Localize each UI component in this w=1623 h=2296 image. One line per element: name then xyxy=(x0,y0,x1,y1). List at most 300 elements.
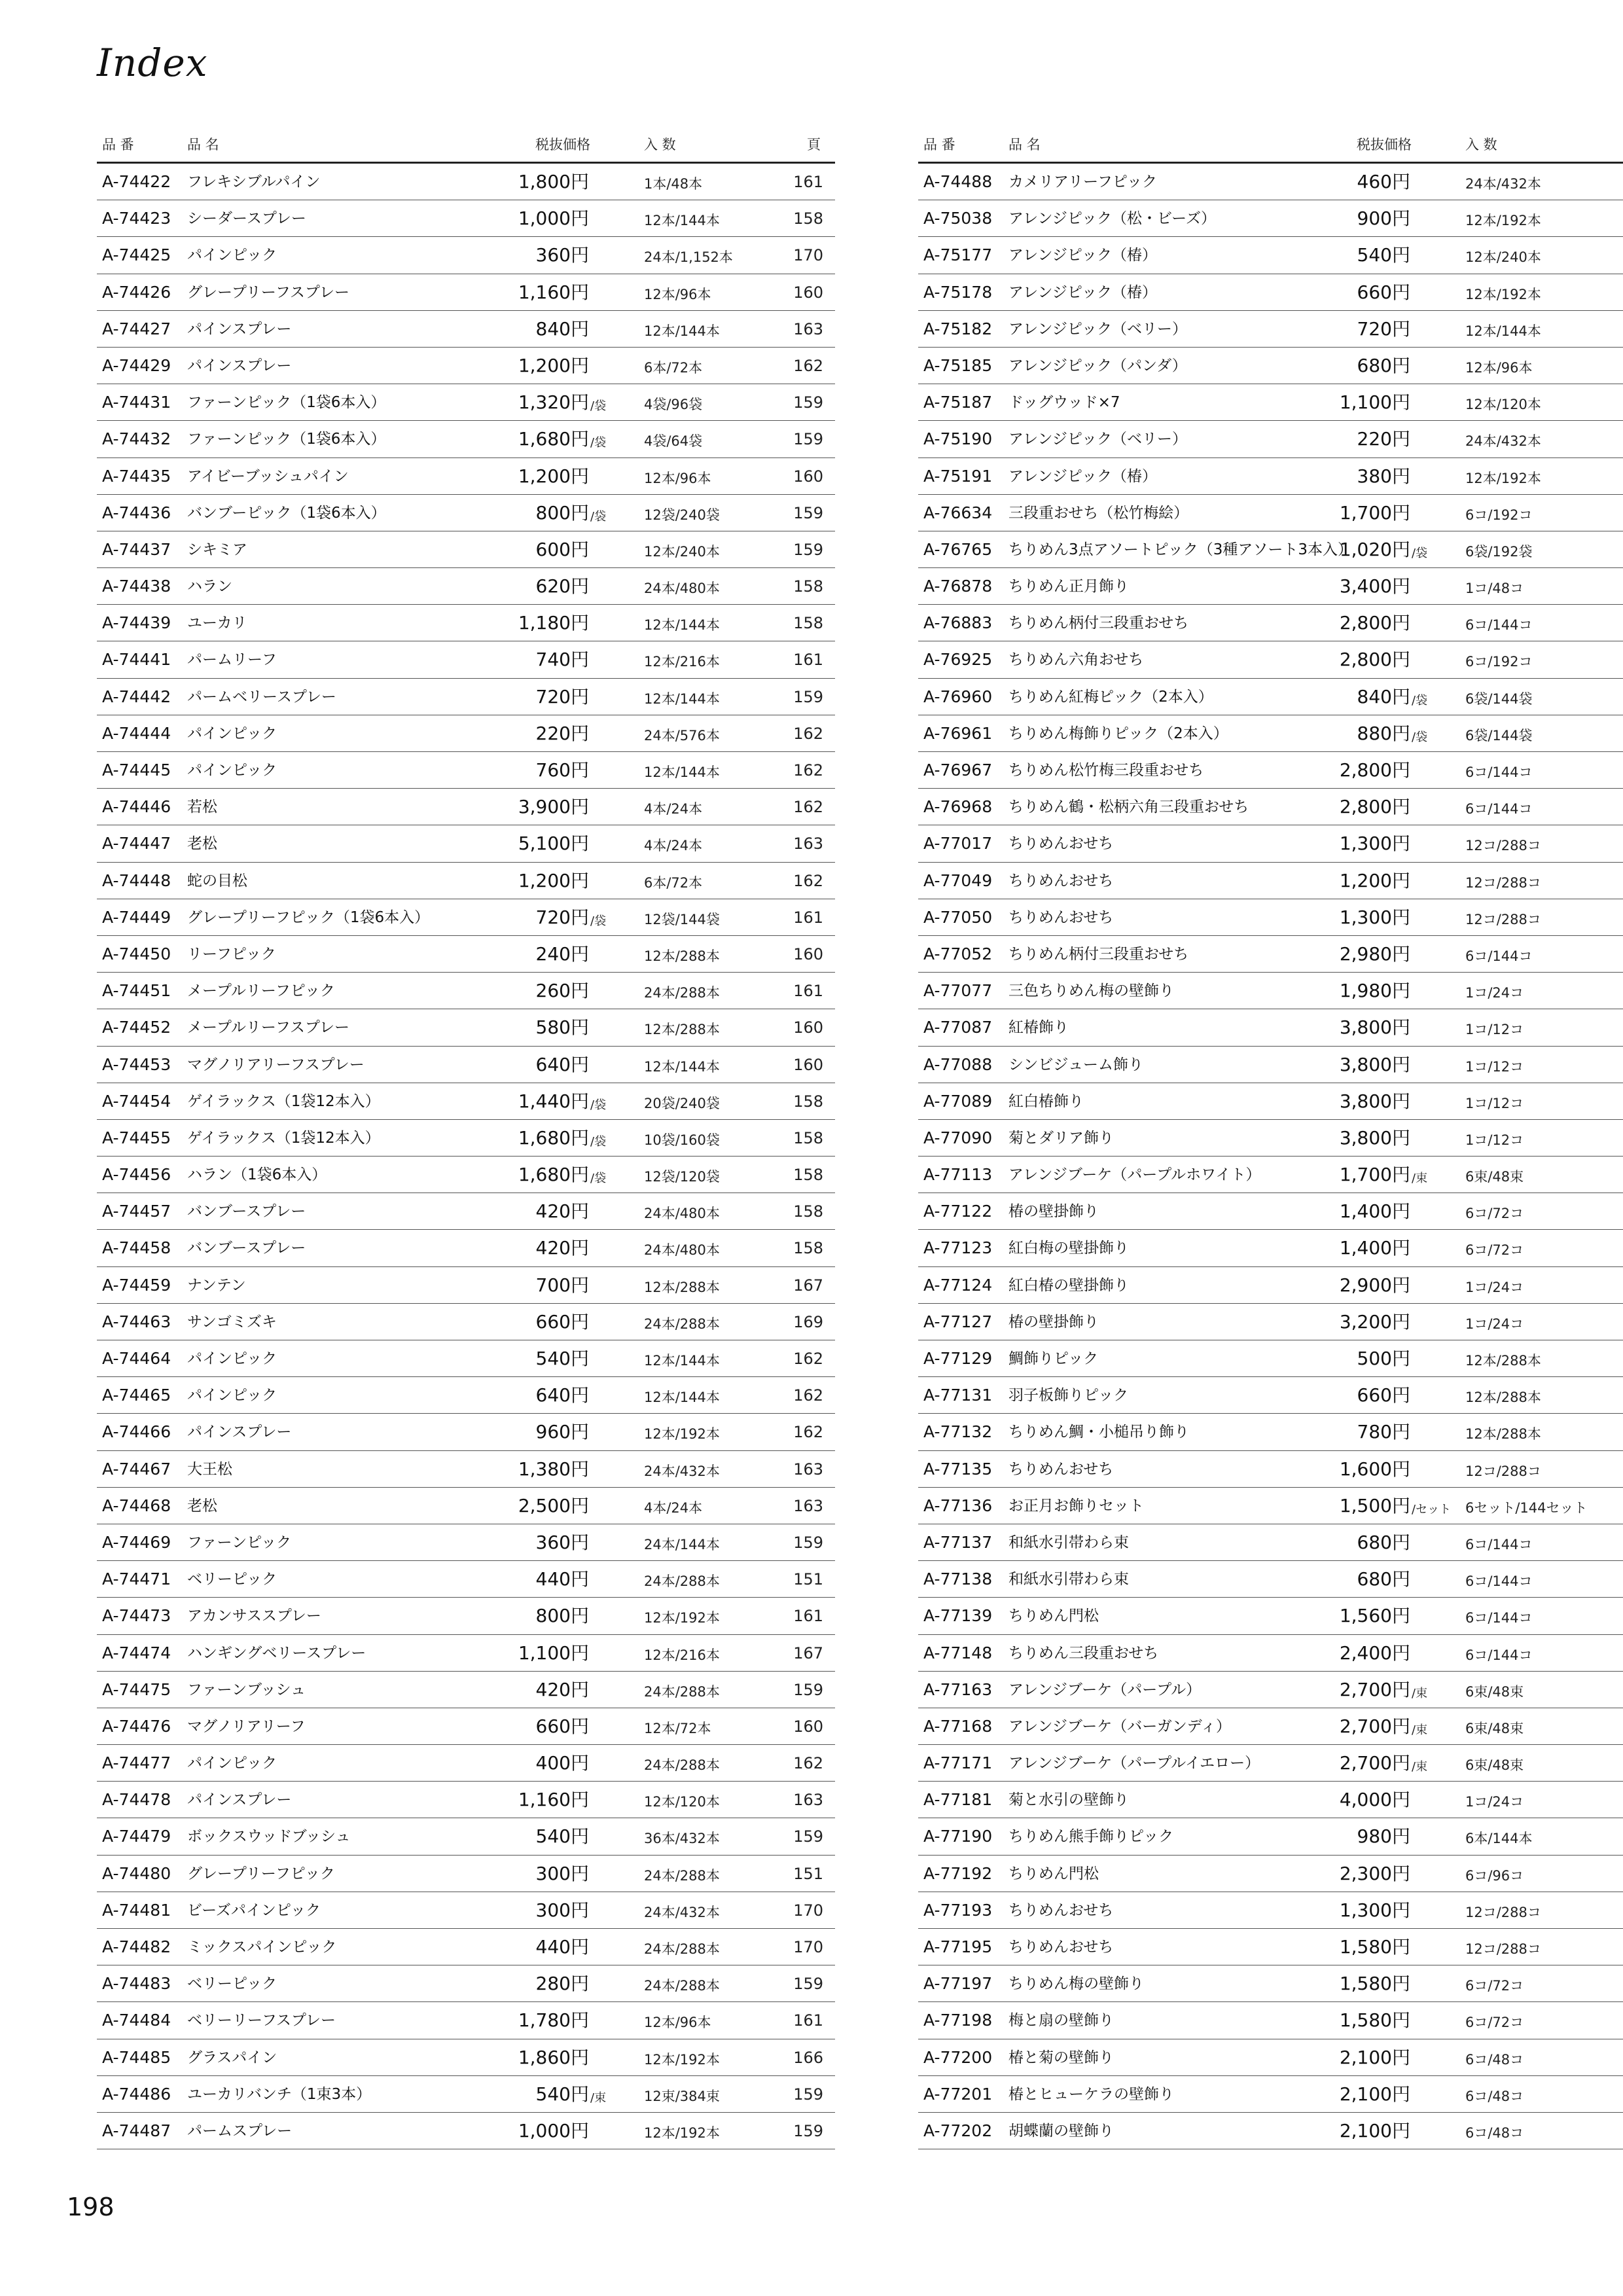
item-name: アレンジブーケ（パープルホワイト） xyxy=(1008,1166,1261,1184)
item-name: カメリアリーフピック xyxy=(1008,173,1158,190)
item-name: グラスパイン xyxy=(187,2049,277,2066)
header-name: 品 名 xyxy=(187,137,219,152)
item-price: 960円 xyxy=(535,1421,589,1443)
item-quantity: 12本/144本 xyxy=(644,1353,720,1369)
item-quantity: 24本/480本 xyxy=(644,1206,720,1222)
item-name: パインスプレー xyxy=(187,320,292,338)
item-quantity: 12本/144本 xyxy=(644,764,720,780)
item-name: アレンジピック（ベリー） xyxy=(1008,431,1188,448)
item-price: 2,700円 xyxy=(1339,1678,1410,1700)
item-quantity: 6コ/144コ xyxy=(1465,1610,1533,1626)
item-code: A-74432 xyxy=(102,429,171,449)
item-code: A-74476 xyxy=(102,1716,171,1736)
table-row xyxy=(918,164,1623,200)
item-page: 158 xyxy=(793,1128,823,1147)
item-name: 菊とダリア飾り xyxy=(1008,1129,1114,1147)
item-price: 1,200円 xyxy=(1339,869,1410,891)
item-quantity: 12本/192本 xyxy=(1465,470,1541,486)
item-name: ちりめん門松 xyxy=(1008,1865,1099,1882)
item-name: ファーンブッシュ xyxy=(187,1681,306,1698)
item-price: 1,100円 xyxy=(518,1641,589,1664)
table-row xyxy=(918,274,1623,311)
table-row xyxy=(97,679,835,715)
item-price: 1,680円 xyxy=(518,428,589,450)
item-name: 蛇の目松 xyxy=(187,872,247,889)
item-name: ナンテン xyxy=(187,1276,246,1294)
table-row xyxy=(97,495,835,531)
table-row xyxy=(97,1635,835,1672)
item-price: 1,580円 xyxy=(1339,1973,1410,1995)
table-row xyxy=(97,715,835,752)
item-price: 360円 xyxy=(535,1531,589,1553)
item-quantity: 24本/432本 xyxy=(644,1904,720,1920)
table-row xyxy=(97,458,835,495)
item-price: 2,700円 xyxy=(1339,1715,1410,1737)
item-quantity: 1コ/24コ xyxy=(1465,1279,1524,1295)
item-price: 1,560円 xyxy=(1339,1605,1410,1627)
item-page: 158 xyxy=(793,577,823,596)
item-page: 163 xyxy=(793,834,823,853)
item-code: A-75187 xyxy=(923,393,993,412)
item-quantity: 12本/288本 xyxy=(1465,1353,1541,1369)
item-page: 159 xyxy=(793,687,823,706)
item-code: A-77202 xyxy=(923,2121,993,2140)
item-name: アレンジブーケ（パープルイエロー） xyxy=(1008,1755,1260,1772)
item-quantity: 6コ/192コ xyxy=(1465,507,1533,523)
item-code: A-74463 xyxy=(102,1312,171,1331)
item-name: アレンジブーケ（バーガンディ） xyxy=(1008,1717,1231,1735)
table-row xyxy=(97,1965,835,2002)
item-code: A-74442 xyxy=(102,687,171,706)
table-row xyxy=(97,1157,835,1193)
item-page: 160 xyxy=(793,1018,823,1037)
item-code: A-74437 xyxy=(102,539,171,559)
item-name: 紅白椿飾り xyxy=(1008,1092,1084,1110)
item-code: A-77127 xyxy=(923,1312,993,1331)
item-name: 若松 xyxy=(187,798,217,816)
item-price: 1,980円 xyxy=(1339,980,1410,1002)
table-row xyxy=(918,2113,1623,2149)
item-quantity: 4袋/96袋 xyxy=(644,397,703,413)
item-price: 2,300円 xyxy=(1339,1862,1410,1884)
item-name: パインピック xyxy=(187,1755,277,1772)
item-page: 162 xyxy=(793,724,823,743)
item-price-unit: /袋 xyxy=(590,914,607,928)
item-page: 158 xyxy=(793,209,823,228)
item-quantity: 24本/288本 xyxy=(644,985,720,1001)
table-row xyxy=(97,1929,835,1965)
item-code: A-74479 xyxy=(102,1827,171,1846)
item-name: ハラン xyxy=(187,578,232,596)
item-code: A-77087 xyxy=(923,1018,993,1037)
item-code: A-74484 xyxy=(102,2011,171,2030)
table-row xyxy=(97,863,835,899)
item-price: 800円 xyxy=(535,501,589,524)
item-code: A-74456 xyxy=(102,1165,171,1185)
item-name: ちりめん門松 xyxy=(1008,1607,1099,1625)
item-price: 1,160円 xyxy=(518,1789,589,1811)
table-row xyxy=(97,1856,835,1892)
item-quantity: 24本/144本 xyxy=(644,1536,720,1552)
item-price: 1,200円 xyxy=(518,869,589,891)
item-name: ビーズパインピック xyxy=(187,1901,321,1919)
item-quantity: 12本/192本 xyxy=(644,2051,720,2068)
item-price: 3,400円 xyxy=(1339,575,1410,598)
item-name: ちりめん梅の壁飾り xyxy=(1008,1975,1144,1993)
item-code: A-77190 xyxy=(923,1827,993,1846)
item-code: A-77135 xyxy=(923,1459,993,1479)
item-quantity: 12束/384束 xyxy=(644,2088,720,2104)
item-quantity: 24本/432本 xyxy=(1465,176,1541,192)
table-row xyxy=(918,1157,1623,1193)
item-code: A-77113 xyxy=(923,1165,993,1185)
item-code: A-74469 xyxy=(102,1532,171,1552)
item-price: 460円 xyxy=(1357,171,1410,192)
item-quantity: 4本/24本 xyxy=(644,838,703,854)
item-quantity: 12本/192本 xyxy=(644,1610,720,1626)
item-page: 159 xyxy=(793,1680,823,1699)
item-price: 280円 xyxy=(535,1973,589,1995)
item-name: アレンジピック（松・ビーズ） xyxy=(1008,210,1216,228)
item-name: ちりめん三段重おせち xyxy=(1008,1644,1159,1662)
item-name: ユーカリ xyxy=(187,615,247,632)
table-row xyxy=(918,1230,1623,1266)
table-row xyxy=(918,1818,1623,1855)
item-code: A-77198 xyxy=(923,2011,993,2030)
table-row xyxy=(97,531,835,568)
item-price: 1,000円 xyxy=(518,2119,589,2142)
item-price: 1,400円 xyxy=(1339,1200,1410,1223)
item-page: 158 xyxy=(793,1239,823,1258)
item-quantity: 6本/144本 xyxy=(1465,1831,1533,1847)
item-quantity: 12本/96本 xyxy=(1465,359,1533,376)
table-row xyxy=(97,1304,835,1340)
item-code: A-74450 xyxy=(102,944,171,963)
item-price: 1,440円 xyxy=(518,1090,589,1112)
item-quantity: 12袋/144袋 xyxy=(644,911,720,927)
item-quantity: 6コ/144コ xyxy=(1465,1573,1533,1590)
item-quantity: 12本/144本 xyxy=(644,1058,720,1075)
item-page: 160 xyxy=(793,944,823,963)
item-code: A-77049 xyxy=(923,870,993,890)
item-code: A-74439 xyxy=(102,613,171,633)
item-name: バンブーピック（1袋6本入） xyxy=(187,504,386,522)
item-price: 3,200円 xyxy=(1339,1310,1410,1333)
table-row xyxy=(918,1414,1623,1450)
item-price-unit: /袋 xyxy=(590,509,607,524)
item-price: 360円 xyxy=(535,244,589,266)
table-row xyxy=(97,605,835,641)
item-price: 2,100円 xyxy=(1339,2119,1410,2142)
index-table-right xyxy=(918,128,1623,2149)
table-row xyxy=(97,1377,835,1414)
item-quantity: 24本/288本 xyxy=(644,1978,720,1994)
table-row xyxy=(97,421,835,457)
item-name: 鯛飾りピック xyxy=(1008,1350,1099,1367)
table-row xyxy=(918,1083,1623,1120)
item-quantity: 12本/144本 xyxy=(644,691,720,707)
item-price: 400円 xyxy=(535,1752,589,1774)
item-price: 1,780円 xyxy=(518,2009,589,2032)
item-quantity: 6本/72本 xyxy=(644,874,703,891)
item-name: パインピック xyxy=(187,1350,277,1367)
item-code: A-74422 xyxy=(102,172,171,191)
item-code: A-74435 xyxy=(102,466,171,486)
item-quantity: 6コ/48コ xyxy=(1465,2125,1524,2141)
table-row xyxy=(97,1488,835,1524)
item-quantity: 1コ/12コ xyxy=(1465,1058,1524,1075)
table-row xyxy=(97,1672,835,1708)
item-name: グレープリーフピック xyxy=(187,1865,335,1882)
table-row xyxy=(918,384,1623,421)
item-name: シキミア xyxy=(187,541,247,558)
item-name: ゲイラックス（1袋12本入） xyxy=(187,1092,380,1110)
item-price: 1,160円 xyxy=(518,281,589,303)
item-quantity: 24本/288本 xyxy=(644,1316,720,1332)
item-code: A-77131 xyxy=(923,1386,993,1405)
item-price: 660円 xyxy=(1357,1384,1410,1407)
table-row xyxy=(97,1892,835,1929)
table-row xyxy=(97,1193,835,1230)
table-row xyxy=(918,863,1623,899)
item-page: 158 xyxy=(793,614,823,633)
item-name: メープルリーフスプレー xyxy=(187,1019,349,1037)
item-page: 160 xyxy=(793,467,823,486)
item-code: A-77090 xyxy=(923,1128,993,1147)
table-row xyxy=(97,2002,835,2039)
item-code: A-74482 xyxy=(102,1937,171,1956)
item-price-unit: /束 xyxy=(1412,1760,1428,1774)
table-row xyxy=(97,384,835,421)
item-price: 1,000円 xyxy=(518,207,589,230)
item-page: 159 xyxy=(793,2121,823,2140)
item-name: ベリーピック xyxy=(187,1571,277,1588)
item-price: 1,400円 xyxy=(1339,1237,1410,1259)
table-row xyxy=(97,936,835,973)
table-row xyxy=(918,825,1623,862)
item-name: ちりめんおせち xyxy=(1008,1460,1114,1478)
item-code: A-77171 xyxy=(923,1753,993,1773)
item-price: 1,100円 xyxy=(1339,391,1410,414)
item-price: 900円 xyxy=(1357,207,1410,230)
item-code: A-77124 xyxy=(923,1275,993,1295)
item-code: A-74427 xyxy=(102,319,171,338)
item-price: 840円 xyxy=(1357,685,1410,708)
item-name: パインスプレー xyxy=(187,1424,292,1441)
item-code: A-74436 xyxy=(102,503,171,522)
item-name: アレンジピック（ベリー） xyxy=(1008,320,1188,338)
table-row xyxy=(918,311,1623,348)
item-quantity: 24本/432本 xyxy=(644,1463,720,1479)
item-price: 700円 xyxy=(535,1274,589,1296)
item-quantity: 6コ/144コ xyxy=(1465,801,1533,817)
item-price: 720円 xyxy=(535,906,589,928)
item-code: A-77192 xyxy=(923,1863,993,1883)
table-row xyxy=(918,715,1623,752)
item-name: 紅白梅の壁掛飾り xyxy=(1008,1240,1129,1257)
header-code: 品 番 xyxy=(102,137,134,152)
item-code: A-74451 xyxy=(102,981,171,1001)
item-price-unit: /束 xyxy=(1412,1723,1428,1737)
item-price: 220円 xyxy=(535,722,589,744)
item-quantity: 6コ/72コ xyxy=(1465,1206,1524,1222)
item-quantity: 6束/48束 xyxy=(1465,1169,1524,1185)
item-price: 720円 xyxy=(1357,317,1410,340)
item-code: A-74468 xyxy=(102,1496,171,1515)
item-price-unit: /袋 xyxy=(1412,546,1428,560)
table-row xyxy=(97,164,835,200)
item-price: 420円 xyxy=(535,1678,589,1700)
item-page: 162 xyxy=(793,356,823,375)
item-name: パームリーフ xyxy=(187,651,277,669)
table-row xyxy=(918,1745,1623,1782)
item-page: 151 xyxy=(793,1864,823,1883)
item-name: ちりめん柄付三段重おせち xyxy=(1008,615,1189,632)
item-price-unit: /束 xyxy=(1412,1686,1428,1700)
item-page: 159 xyxy=(793,1975,823,1994)
item-name: パインピック xyxy=(187,247,277,264)
item-price: 440円 xyxy=(535,1568,589,1590)
item-quantity: 12本/120本 xyxy=(644,1794,720,1810)
item-quantity: 4本/24本 xyxy=(644,801,703,817)
item-name: ちりめん正月飾り xyxy=(1008,578,1129,596)
table-row xyxy=(918,641,1623,678)
table-row xyxy=(918,1377,1623,1414)
item-name: マグノリアリーフスプレー xyxy=(187,1056,365,1073)
item-quantity: 12コ/288コ xyxy=(1465,838,1541,854)
item-code: A-77139 xyxy=(923,1606,993,1626)
item-code: A-74459 xyxy=(102,1275,171,1295)
item-name: ちりめんおせち xyxy=(1008,835,1114,853)
item-code: A-74486 xyxy=(102,2084,171,2104)
item-price: 3,800円 xyxy=(1339,1090,1410,1112)
item-quantity: 6束/48束 xyxy=(1465,1757,1524,1774)
item-code: A-74431 xyxy=(102,393,171,412)
item-quantity: 24本/480本 xyxy=(644,1242,720,1259)
table-row xyxy=(97,237,835,274)
table-row xyxy=(97,1451,835,1488)
item-price: 540円 xyxy=(535,1348,589,1369)
item-quantity: 12本/288本 xyxy=(1465,1390,1541,1406)
table-row xyxy=(918,1451,1623,1488)
item-code: A-76634 xyxy=(923,503,993,522)
item-page: 162 xyxy=(793,1386,823,1405)
table-row xyxy=(918,1929,1623,1965)
item-quantity: 12本/144本 xyxy=(644,323,720,339)
item-name: メープルリーフピック xyxy=(187,982,335,1000)
item-price: 780円 xyxy=(1357,1421,1410,1443)
item-quantity: 24本/480本 xyxy=(644,581,720,597)
item-price-unit: /束 xyxy=(590,2090,607,2105)
item-quantity: 12本/96本 xyxy=(644,470,711,486)
item-price: 1,580円 xyxy=(1339,1936,1410,1958)
item-name: 菊と水引の壁飾り xyxy=(1008,1791,1129,1809)
item-quantity: 12本/240本 xyxy=(644,543,720,560)
item-quantity: 6コ/144コ xyxy=(1465,764,1533,780)
item-page: 163 xyxy=(793,319,823,338)
item-price: 1,320円 xyxy=(518,391,589,414)
item-price: 440円 xyxy=(535,1936,589,1958)
item-name: アレンジピック（椿） xyxy=(1008,467,1158,485)
table-row xyxy=(918,568,1623,605)
table-row xyxy=(918,1965,1623,2002)
header-qty: 入 数 xyxy=(1465,137,1497,152)
item-quantity: 6コ/144コ xyxy=(1465,1647,1533,1663)
item-price: 420円 xyxy=(535,1237,589,1259)
item-code: A-74453 xyxy=(102,1054,171,1074)
item-code: A-74487 xyxy=(102,2121,171,2140)
item-code: A-77122 xyxy=(923,1202,993,1221)
item-page: 159 xyxy=(793,540,823,559)
item-price: 1,180円 xyxy=(518,612,589,634)
item-price: 540円 xyxy=(535,2083,589,2105)
item-price: 260円 xyxy=(535,980,589,1002)
item-price-unit: /セット xyxy=(1412,1502,1452,1516)
item-name: 胡蝶蘭の壁飾り xyxy=(1008,2122,1114,2140)
item-page: 161 xyxy=(793,908,823,927)
item-name: ちりめん鯛・小槌吊り飾り xyxy=(1008,1424,1189,1441)
item-quantity: 6セット/144セット xyxy=(1465,1499,1588,1516)
item-name: ちりめん柄付三段重おせち xyxy=(1008,945,1189,963)
table-row xyxy=(97,1561,835,1598)
item-code: A-74425 xyxy=(102,245,171,265)
item-quantity: 12本/192本 xyxy=(1465,213,1541,229)
item-code: A-77132 xyxy=(923,1422,993,1442)
item-page: 158 xyxy=(793,1092,823,1111)
item-quantity: 6コ/96コ xyxy=(1465,1867,1524,1884)
item-price: 1,700円 xyxy=(1339,1164,1410,1186)
page-title: Index xyxy=(97,41,208,85)
item-name: ファーンピック xyxy=(187,1534,292,1551)
item-price: 840円 xyxy=(535,317,589,340)
item-code: A-75191 xyxy=(923,466,993,486)
table-row xyxy=(918,1193,1623,1230)
item-quantity: 6コ/192コ xyxy=(1465,654,1533,670)
item-price: 2,800円 xyxy=(1339,612,1410,634)
header-price: 税抜価格 xyxy=(1357,137,1412,152)
item-name: 三段重おせち（松竹梅絵） xyxy=(1008,504,1189,522)
item-quantity: 12本/120本 xyxy=(1465,397,1541,413)
item-code: A-77089 xyxy=(923,1091,993,1111)
item-page: 161 xyxy=(793,1607,823,1626)
table-row xyxy=(918,2039,1623,2076)
item-quantity: 1コ/12コ xyxy=(1465,1132,1524,1148)
item-quantity: 6袋/144袋 xyxy=(1465,691,1533,707)
item-name: アレンジブーケ（パープル） xyxy=(1008,1681,1202,1698)
item-name: ミックスパインピック xyxy=(187,1939,337,1956)
item-price: 2,980円 xyxy=(1339,942,1410,965)
item-name: ちりめん鶴・松柄六角三段重おせち xyxy=(1008,798,1249,816)
item-name: ドッグウッド×7 xyxy=(1008,394,1120,412)
item-price: 680円 xyxy=(1357,1531,1410,1553)
header-code: 品 番 xyxy=(923,137,955,152)
item-quantity: 24本/288本 xyxy=(644,1867,720,1884)
item-price: 2,100円 xyxy=(1339,2046,1410,2068)
header-name: 品 名 xyxy=(1008,137,1041,152)
item-name: ベリーリーフスプレー xyxy=(187,2012,336,2030)
item-name: ユーカリバンチ（1束3本） xyxy=(187,2085,372,2103)
table-row xyxy=(97,1230,835,1266)
item-price: 540円 xyxy=(535,1825,589,1848)
item-name: ちりめん梅飾りピック（2本入） xyxy=(1008,725,1228,742)
item-page: 151 xyxy=(793,1570,823,1589)
item-quantity: 1コ/24コ xyxy=(1465,1316,1524,1332)
item-price: 1,200円 xyxy=(518,354,589,376)
item-name: 大王松 xyxy=(187,1460,232,1478)
table-row xyxy=(97,1340,835,1377)
item-quantity: 12コ/288コ xyxy=(1465,1904,1541,1920)
item-price: 880円 xyxy=(1357,722,1410,744)
